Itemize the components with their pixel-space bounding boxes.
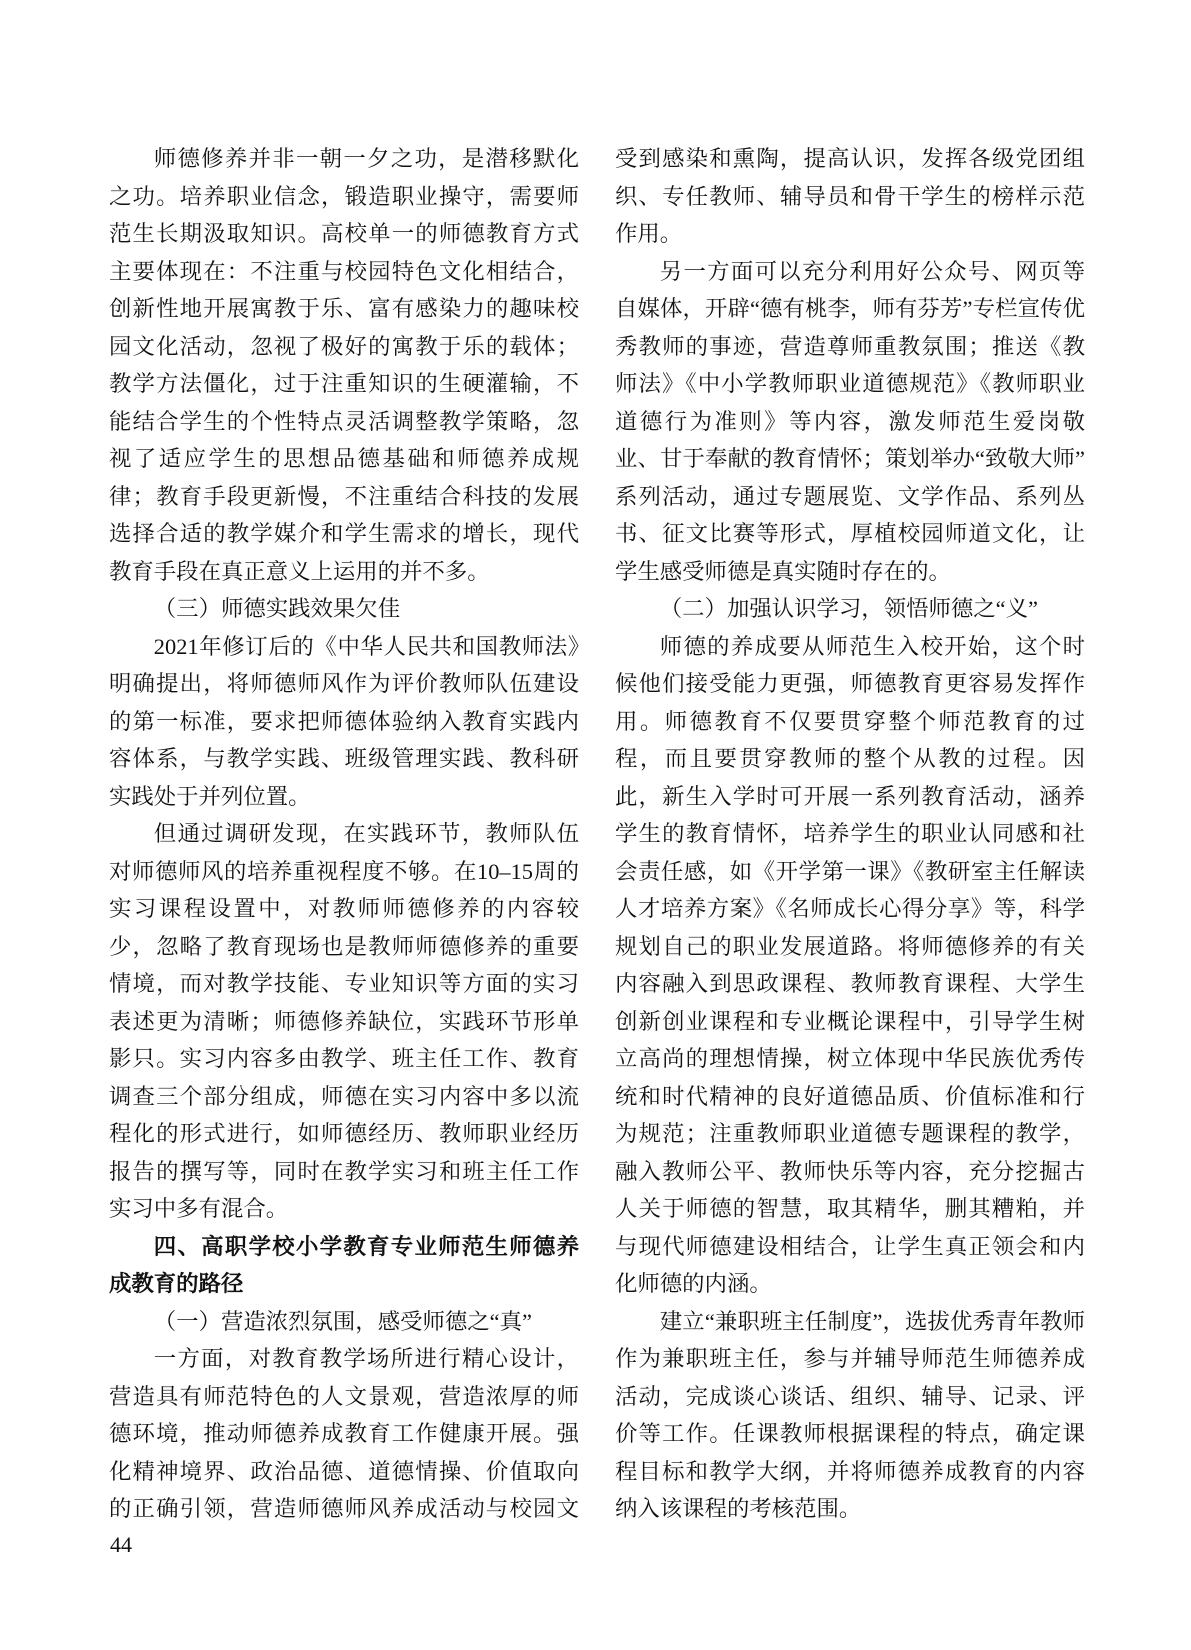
page-number: 44 (110, 1532, 132, 1557)
body-paragraph: 一方面，对教育教学场所进行精心设计，营造具有师范特色的人文景观，营造浓厚的师德环境，推动师德养成教育工作健康开展。强化精神境界、政治品德、道德情操、价值取向的正确引领，营造师德师风养成活动与校园文 (109, 1346, 579, 1521)
body-paragraph: 建立“兼职班主任制度”，选拔优秀青年教师作为兼职班主任，参与并辅导师范生师德养成活动，完成谈心谈话、组织、辅导、记录、评价等工作。任课教师根据课程的特点，确定课程目标和教学大纲，并将师德养成教育的内容纳入该课程的考核范围。 (615, 1308, 1085, 1521)
section-heading: 四、高职学校小学教育专业师范生师德养成教育的路径 (109, 1233, 579, 1296)
section-subheading: （二）加强认识学习，领悟师德之“义” (659, 596, 1038, 621)
section-subheading: （一）营造浓烈氛围，感受师德之“真” (153, 1308, 532, 1334)
body-paragraph: 但通过调研发现，在实践环节，教师队伍对师德师风的培养重视程度不够。在10–15周的实习课程设置中，对教师师德修养的内容较少，忽略了教育现场也是教师师德修养的重要情境，而对教学技能、专业知识等方面的实习表述更为清晰；师德修养缺位，实践环节形单影只。实习内容多由教学、班主任工作、教育调查三个部分组成，师德在实习内容中多以流程化的形式进行，如师德经历、教师职业经历报告的撰写等，同时在教学实习和班主任工作实习中多有混合。 (109, 821, 579, 1221)
body-paragraph: 另一方面可以充分利用好公众号、网页等自媒体，开辟“德有桃李，师有芬芳”专栏宣传优秀教师的事迹，营造尊师重教氛围；推送《教师法》《中小学教师职业道德规范》《教师职业道德行为准则》等内容，激发师范生爱岗敬业、甘于奉献的教育情怀；策划举办“致敬大师”系列活动，通过专题展览、文学作品、系列丛书、征文比赛等形式，厚植校园师道文化，让学生感受师德是真实随时存在的。 (615, 258, 1085, 584)
section-subheading (615, 1528, 1085, 1533)
left-column (109, 140, 579, 1532)
body-paragraph: 师德修养并非一朝一夕之功，是潜移默化之功。培养职业信念，锻造职业操守，需要师范生长期汲取知识。高校单一的师德教育方式主要体现在：不注重与校园特色文化相结合，创新性地开展寓教于乐、富有感染力的趣味校园文化活动，忽视了极好的寓教于乐的载体；教学方法僵化，过于注重知识的生硬灌输，不能结合学生的个性特点灵活调整教学策略，忽视了适应学生的思想品德基础和师德养成规律；教育手段更新慢，不注重结合科技的发展选择合适的教学媒介和学生需求的增长，现代教育手段在真正意义上运用的并不多。 (109, 146, 579, 584)
body-paragraph: 师德的养成要从师范生入校开始，这个时候他们接受能力更强，师德教育更容易发挥作用。师德教育不仅要贯穿整个师范教育的过程，而且要贯穿教师的整个从教的过程。因此，新生入学时可开展一系列教育活动，涵养学生的教育情怀，培养学生的职业认同感和社会责任感，如《开学第一课》《教研室主任解读人才培养方案》《名师成长心得分享》等，科学规划自己的职业发展道路。将师德修养的有关内容融入到思政课程、教师教育课程、大学生创新创业课程和专业概论课程中，引导学生树立高尚的理想情操，树立体现中华民族优秀传统和时代精神的良好道德品质、价值标准和行为规范；注重教师职业道德专题课程的教学，融入教师公平、教师快乐等内容，充分挖掘古人关于师德的智慧，取其精华，删其糟粕，并与现代师德建设相结合，让学生真正领会和内化师德的内涵。 (615, 633, 1085, 1296)
body-paragraph: 受到感染和熏陶，提高认识，发挥各级党团组织、专任教师、辅导员和骨干学生的榜样示范作用。 (615, 146, 1085, 246)
body-paragraph: 2021年修订后的《中华人民共和国教师法》明确提出，将师德师风作为评价教师队伍建设的第一标准，要求把师德体验纳入教育实践内容体系，与教学实践、班级管理实践、教科研实践处于并列位置。 (109, 633, 579, 809)
section-subheading: （三）师德实践效果欠佳 (153, 596, 401, 621)
right-column (615, 140, 1085, 1532)
